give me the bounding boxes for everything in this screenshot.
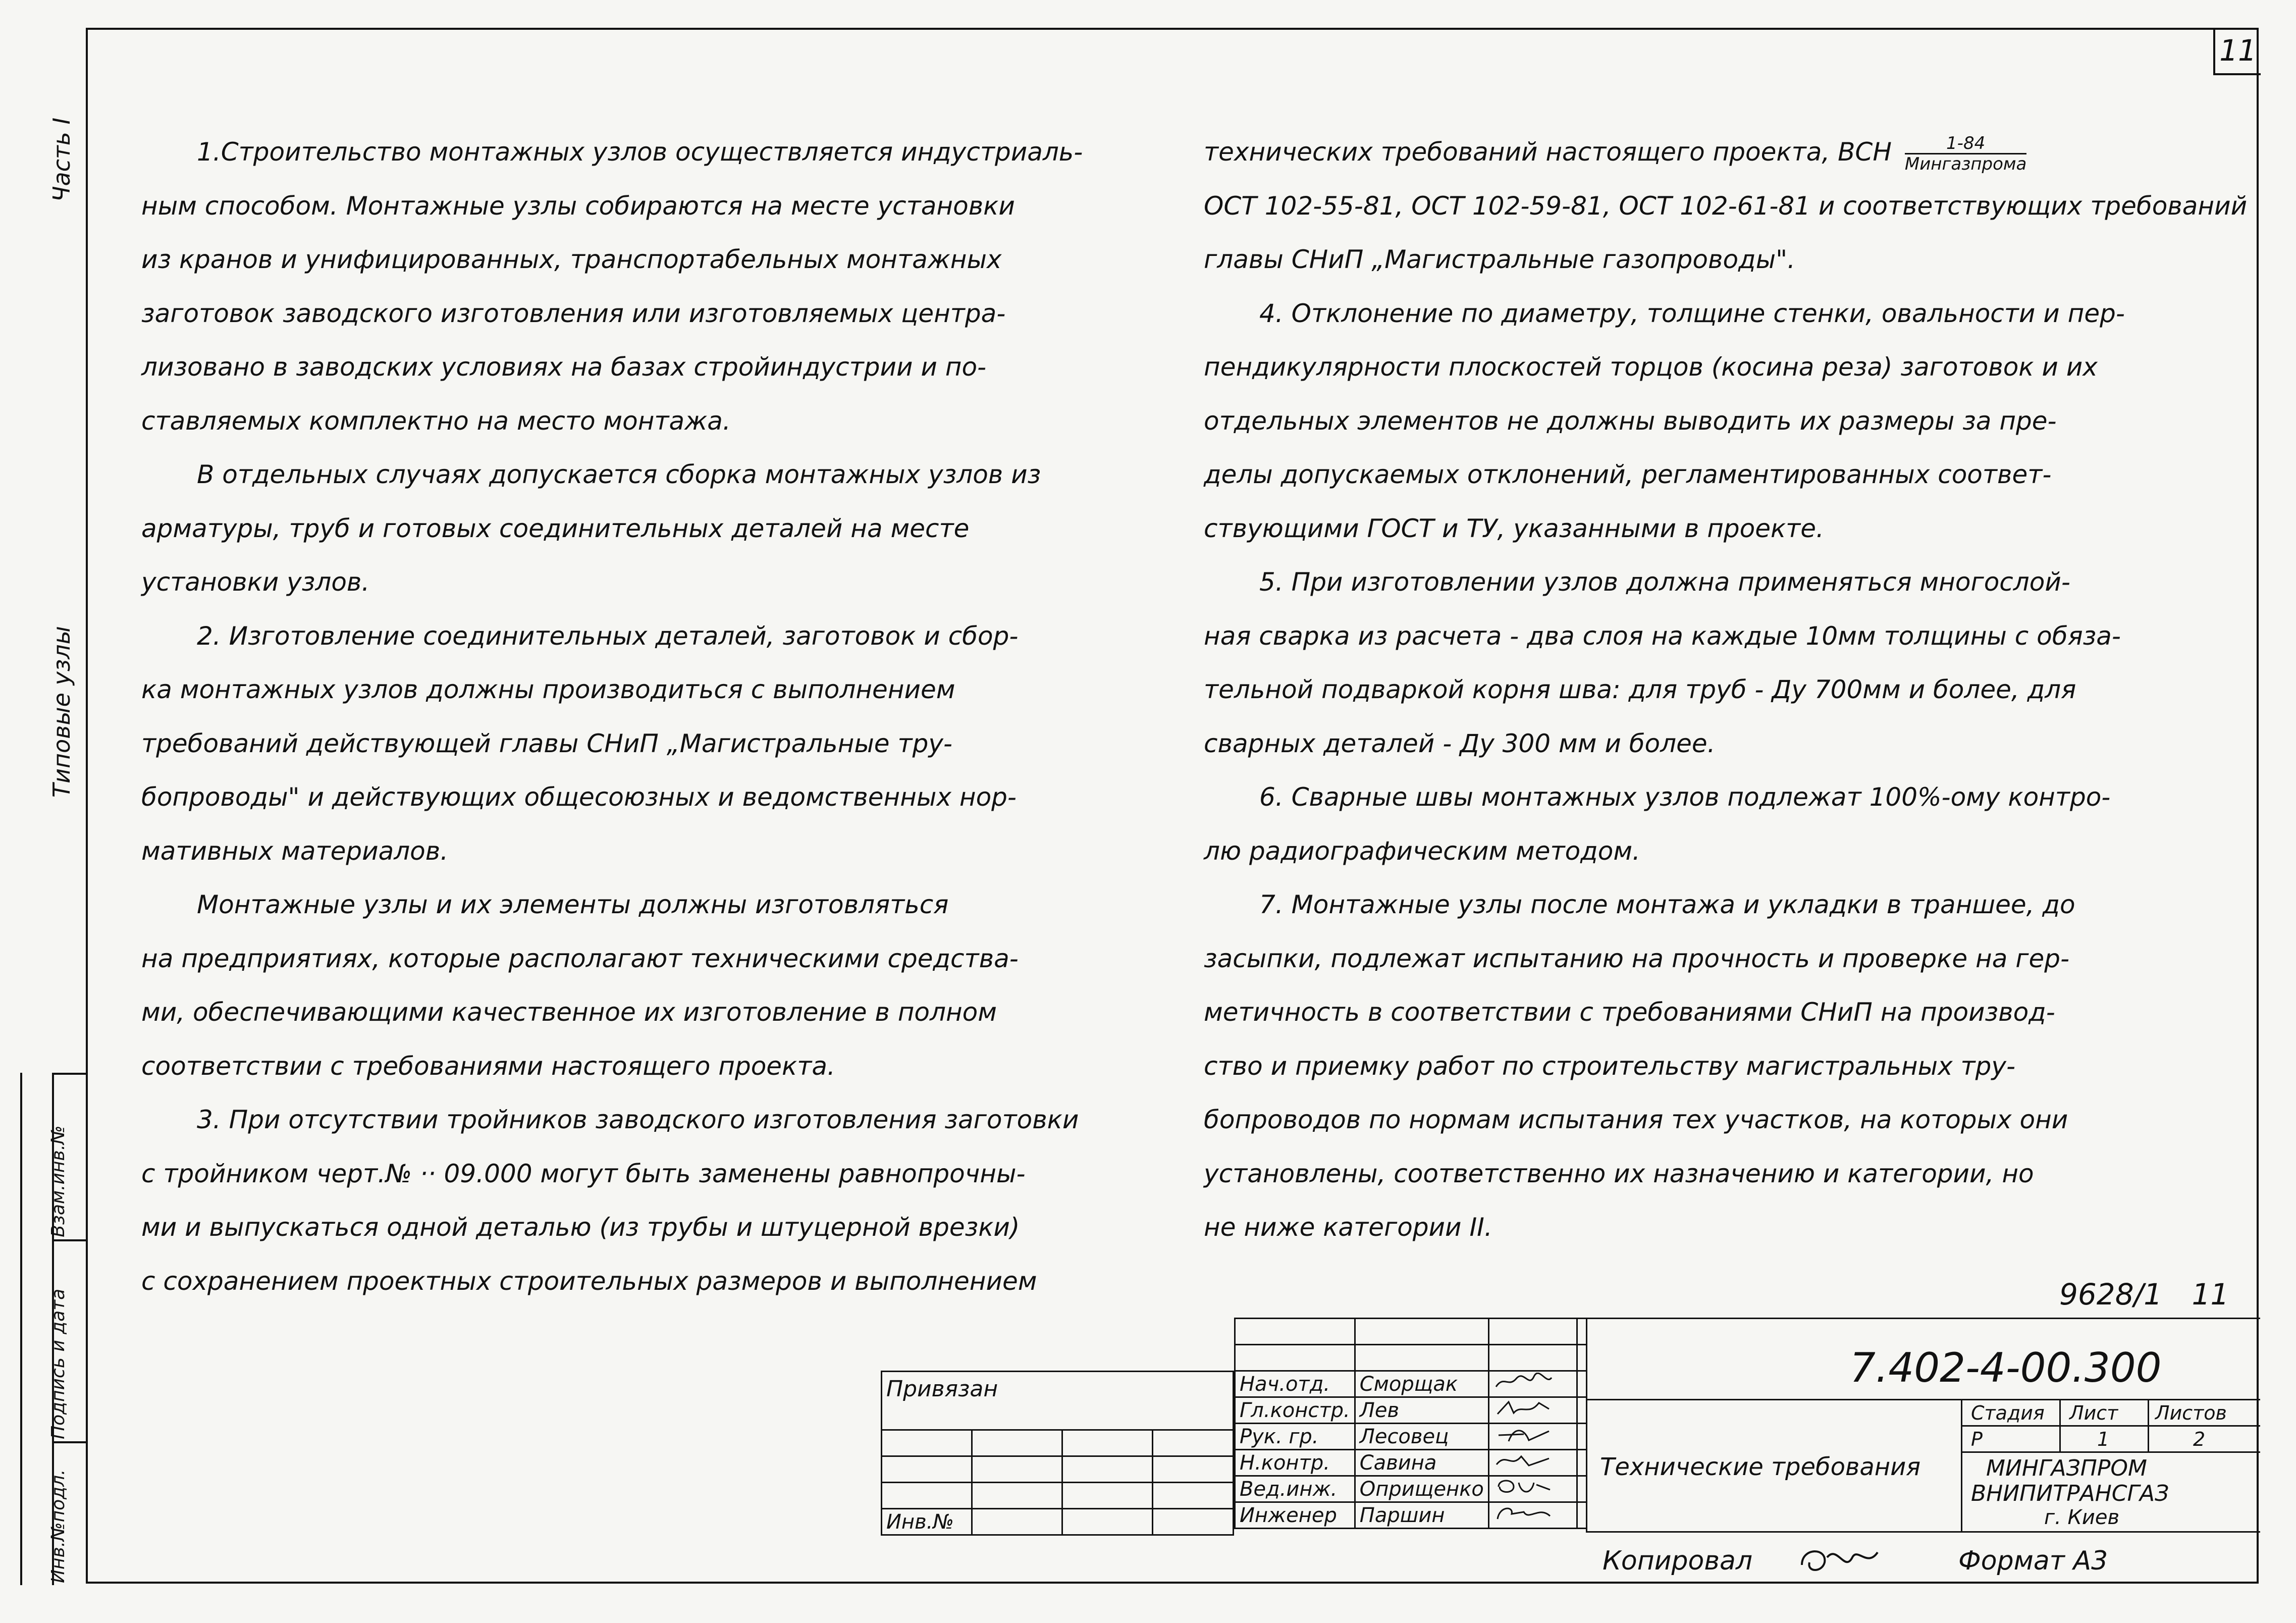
- copied-label: Копировал: [1603, 1546, 1753, 1576]
- signatures-table: [1234, 1318, 1587, 1529]
- side-stamp-inv: Взам.инв.№: [54, 1073, 86, 1241]
- sheets-header: Листов: [2155, 1402, 2227, 1424]
- text-line: отдельных элементов не должны выводить их размеры за пре-: [1204, 406, 2057, 436]
- text-line: лизовано в заводских условиях на базах стройиндустрии и по-: [141, 352, 987, 382]
- doc-id-mark: 9628/1 11: [2059, 1277, 2229, 1312]
- text-line: сварных деталей - Ду 300 мм и более.: [1204, 728, 1716, 758]
- text-line: не ниже категории II.: [1204, 1213, 1492, 1242]
- text-line: Монтажные узлы и их элементы должны изготовляться: [197, 890, 949, 919]
- stage-header: Стадия: [1971, 1402, 2045, 1424]
- sheet-header: Лист: [2069, 1402, 2118, 1424]
- text-line: ми и выпускаться одной деталью (из трубы и штуцерной врезки): [141, 1213, 1020, 1242]
- format-label: Формат А3: [1958, 1546, 2108, 1576]
- text-line: 1.Строительство монтажных узлов осуществляется индустриаль-: [197, 137, 1083, 167]
- text-line: с сохранением проектных строительных размеров и выполнением: [141, 1266, 1037, 1296]
- role-row: Вед.инж. Оприщенко: [1235, 1476, 1587, 1502]
- signature: [1488, 1397, 1577, 1424]
- text-line: лю радиографическим методом.: [1204, 836, 1640, 866]
- signature: [1488, 1371, 1577, 1397]
- role-row: Н.контр. Савина: [1235, 1450, 1587, 1476]
- text-line: мативных материалов.: [141, 836, 449, 866]
- side-stamp-sign: Подпись и дата: [54, 1239, 86, 1443]
- text-line: ная сварка из расчета - два слоя на каждые 10мм толщины с обяза-: [1204, 621, 2121, 651]
- text-line: 7. Монтажные узлы после монтажа и укладки в траншее, до: [1259, 890, 2075, 919]
- city: г. Киев: [2044, 1506, 2120, 1529]
- role-row: Рук. гр. Лесовец: [1235, 1424, 1587, 1450]
- text-line: В отдельных случаях допускается сборка монтажных узлов из: [197, 460, 1041, 489]
- text-line: главы СНиП „Магистральные газопроводы".: [1204, 245, 1795, 274]
- text-line: засыпки, подлежат испытанию на прочность и проверке на гер-: [1204, 944, 2070, 973]
- text-line: делы допускаемых отклонений, регламентированных соответ-: [1204, 460, 2052, 489]
- text-line: 2. Изготовление соединительных деталей, заготовок и сбор-: [197, 621, 1019, 651]
- text-line: установлены, соответственно их назначению и категории, но: [1204, 1159, 2034, 1188]
- binding-table: [881, 1371, 1234, 1536]
- text-line: ным способом. Монтажные узлы собираются на месте установки: [141, 191, 1015, 221]
- text-line: заготовок заводского изготовления или изготовляемых центра-: [141, 298, 1006, 328]
- text-line: из кранов и унифицированных, транспортабельных монтажных: [141, 245, 1002, 274]
- text-line: с тройником черт.№ ·· 09.000 могут быть заменены равнопрочны-: [141, 1159, 1026, 1188]
- text-line: требований действующей главы СНиП „Магистральные тру-: [141, 728, 952, 758]
- text-line: ставляемых комплектно на место монтажа.: [141, 406, 731, 436]
- text-line: ми, обеспечивающими качественное их изготовление в полном: [141, 998, 997, 1027]
- signature: [1488, 1450, 1577, 1476]
- text-left-column: [141, 125, 1161, 1308]
- text-line: ство и приемку работ по строительству магистральных тру-: [1204, 1051, 2016, 1081]
- text-line: метичность в соответствии с требованиями СНиП на производ-: [1204, 998, 2055, 1027]
- side-stamp: [20, 1073, 86, 1585]
- text-line: пендикулярности плоскостей торцов (косина реза) заготовок и их: [1204, 352, 2098, 382]
- page-number: 11: [2213, 28, 2261, 75]
- role-row: Гл.констр. Лев: [1235, 1397, 1587, 1424]
- bound-label: Привязан: [882, 1372, 1234, 1430]
- side-stamp-orig: Инв.№подл.: [54, 1441, 86, 1587]
- frame-bottom: [86, 1582, 2259, 1584]
- copied-signature: [1797, 1542, 1883, 1580]
- role-row: Нач.отд. Сморщак: [1235, 1371, 1587, 1397]
- doc-title: Технические требования: [1600, 1453, 1921, 1481]
- text-line: 5. При изготовлении узлов должна применяться многослой-: [1259, 567, 2070, 597]
- text-line: 6. Сварные швы монтажных узлов подлежат 100%-ому контро-: [1259, 782, 2111, 812]
- sheet-value: 1: [2097, 1428, 2110, 1450]
- text-line: бопроводы" и действующих общесоюзных и ведомственных нор-: [141, 782, 1017, 812]
- text-line: технических требований настоящего проекта, ВСН 1-84 Мингазпрома: [1204, 133, 2027, 174]
- frame-left: [86, 28, 88, 1584]
- text-line: на предприятиях, которые располагают техническими средства-: [141, 944, 1019, 973]
- stage-value: Р: [1971, 1428, 1983, 1450]
- text-line: ка монтажных узлов должны производиться с выполнением: [141, 675, 955, 704]
- signature: [1488, 1502, 1577, 1529]
- text-line: установки узлов.: [141, 567, 370, 597]
- org-1: МИНГАЗПРОМ: [1986, 1455, 2147, 1481]
- text-line: бопроводов по нормам испытания тех участков, на которых они: [1204, 1105, 2068, 1134]
- text-line: ствующими ГОСТ и ТУ, указанными в проекте.: [1204, 513, 1824, 543]
- frame-top: [86, 28, 2259, 30]
- text-line: тельной подваркой корня шва: для труб - Ду 700мм и более, для: [1204, 675, 2076, 704]
- signature: [1488, 1476, 1577, 1502]
- role-row: Инженер Паршин: [1235, 1502, 1587, 1529]
- org-2: ВНИПИТРАНСГАЗ: [1971, 1481, 2169, 1506]
- side-label-series: Типовые узлы: [48, 626, 75, 798]
- text-right-column: [1204, 125, 2248, 1254]
- text-line: арматуры, труб и готовых соединительных деталей на месте: [141, 513, 970, 543]
- signature: [1488, 1424, 1577, 1450]
- text-line: 4. Отклонение по диаметру, толщине стенки, овальности и пер-: [1259, 298, 2125, 328]
- text-line: ОСТ 102-55-81, ОСТ 102-59-81, ОСТ 102-61-81 и соответствующих требований: [1204, 191, 2248, 221]
- title-block-right: [1586, 1318, 2260, 1533]
- text-line: 3. При отсутствии тройников заводского изготовления заготовки: [197, 1105, 1079, 1134]
- side-label-part: Часть I: [48, 117, 75, 202]
- inv-label: Инв.№: [882, 1509, 972, 1535]
- sheets-value: 2: [2193, 1428, 2206, 1450]
- vsn-fraction: 1-84 Мингазпрома: [1904, 133, 2027, 174]
- designation: 7.402-4-00.300: [1850, 1344, 2162, 1391]
- text-line: соответствии с требованиями настоящего проекта.: [141, 1051, 835, 1081]
